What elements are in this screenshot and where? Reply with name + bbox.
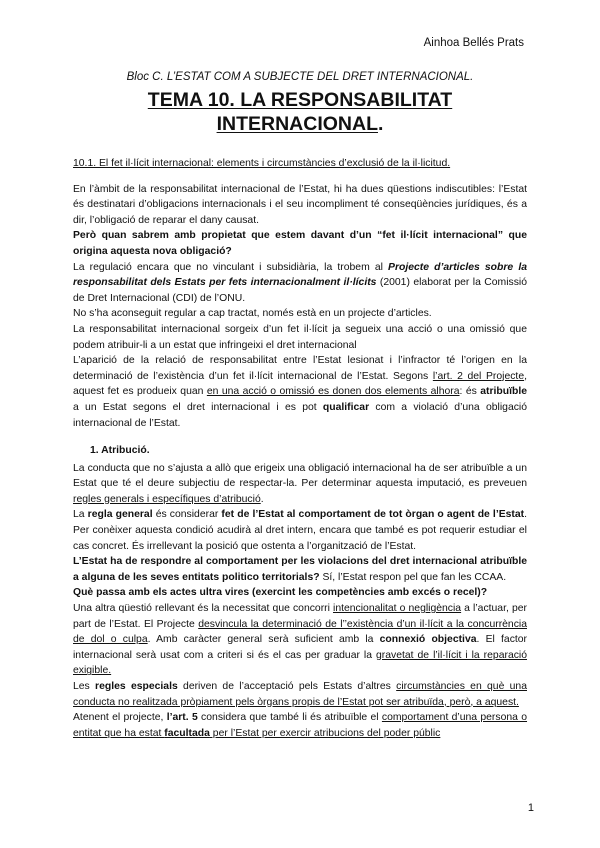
page-number: 1 bbox=[527, 802, 534, 814]
paragraph bbox=[73, 679, 527, 710]
paragraph bbox=[73, 554, 527, 585]
text-run: Atenent el projecte, bbox=[73, 712, 167, 724]
text-run: Una altra qüestió rellevant és la necessitat que concorri bbox=[73, 603, 334, 615]
text-run: atribuïble bbox=[480, 386, 527, 398]
text-run: regla general bbox=[87, 509, 153, 521]
text-run: com a violació d’una obligació internacional de l’Estat. bbox=[73, 401, 528, 429]
paragraph bbox=[73, 601, 527, 679]
project-title: Projecte d’articles sobre la responsabilitat dels Estats per fets internacionalment il·lícits bbox=[73, 261, 527, 289]
text-run: La bbox=[73, 509, 88, 521]
paragraph bbox=[73, 353, 527, 431]
text-run: considera que també li és atribuïble el bbox=[197, 712, 382, 724]
title-dot: . bbox=[378, 113, 384, 135]
document-body bbox=[73, 156, 527, 741]
text-run: és considerar bbox=[152, 509, 222, 521]
title-line-2: INTERNACIONAL bbox=[216, 113, 378, 135]
text-run: La conducta que no s’ajusta a allò que erigeix una obligació internacional ha de ser atribuïble a un Estat que té el deure subjectiu de respectar-la. Per determinar aquesta imputació, es preveuen bbox=[73, 462, 527, 490]
text-run: . El factor internacional serà usat com a criteri si és el cas per graduar la bbox=[73, 634, 528, 661]
header-author: Ainhoa Bellés Prats bbox=[423, 37, 524, 49]
text-run: l’art. 2 del Projecte bbox=[432, 370, 525, 382]
text-run: regles generals i específiques d’atribució bbox=[73, 493, 261, 505]
text-run: fet de l’Estat al comportament de tot òrgan o agent de l’Estat bbox=[221, 509, 525, 521]
text-run: L’aparició de la relació de responsabilitat entre l’Estat lesionat i l’infractor té l’origen en la determinació de l’existència d’un fet il·lícit internacional de l’Estat. Segons bbox=[73, 355, 527, 382]
paragraph-question: Però quan sabrem amb propietat que estem davant d’un “fet il·lícit internacional” que origina aquesta nova obligació? bbox=[73, 230, 527, 257]
text-run: qualificar bbox=[322, 401, 370, 413]
text-run: deriven de l’acceptació pels Estats d’altres bbox=[177, 681, 397, 692]
text-run: Les bbox=[73, 681, 96, 692]
text-run: facultada bbox=[164, 727, 210, 739]
text-run: l’art. 5 bbox=[166, 712, 198, 724]
text-run: La regulació encara que no vinculant i subsidiària, la trobem al bbox=[73, 261, 389, 273]
text-run: circumstàncies en què una conducta no realitzada pròpiament pels òrgans propis de l’Estat pot ser atribuïda, però, a aquest. bbox=[73, 681, 527, 708]
section-heading: 10.1. El fet il·lícit internacional: elements i circumstàncies d’exclusió de la il·licitud. bbox=[73, 158, 451, 169]
paragraph bbox=[73, 461, 527, 508]
paragraph-question: Què passa amb els actes ultra vires (exercint les competències amb excés o recel)? bbox=[73, 587, 488, 599]
subsection-heading: 1. Atribució. bbox=[90, 445, 150, 457]
title-line-1: TEMA 10. LA RESPONSABILITAT bbox=[147, 89, 453, 111]
text-run: . Amb caràcter general serà suficient amb la bbox=[147, 634, 380, 646]
bloc-title: Bloc C. L’ESTAT COM A SUBJECTE DEL DRET INTERNACIONAL. bbox=[126, 71, 474, 83]
paragraph bbox=[73, 260, 527, 307]
text-run: comportament d’una persona o entitat que ha estat bbox=[73, 712, 528, 739]
text-run: a un Estat segons el dret internacional i es pot bbox=[73, 401, 323, 413]
paragraph bbox=[73, 507, 527, 554]
text-run: . Per conèixer aquesta condició acudirà al dret intern, encara que també es pot requerir estudiar el cas concret. És irrellevant la posició que ostenta a l’organització de l’Estat. bbox=[73, 509, 528, 552]
text-run: . bbox=[260, 493, 264, 505]
text-run: a l’actuar, per part de l’Estat. El Projecte bbox=[73, 603, 527, 630]
text-run: gravetat de l’il·lícit i la reparació exigible. bbox=[73, 649, 528, 677]
text-run: regles especials bbox=[95, 681, 178, 692]
text-run: L’Estat ha de respondre al comportament per les violacions del dret internacional atribuïble a alguna de les seves entitats politico territorials? bbox=[73, 556, 527, 583]
paragraph: La responsabilitat internacional sorgeix d’un fet il·lícit ja segueix una acció o una omissió que podem atribuir-li a un estat que infringeixi el dret internacional bbox=[73, 323, 527, 351]
text-run: desvincula la determinació de l’’existència d’un il·lícit a la concurrència de dol o culpa bbox=[73, 618, 527, 646]
page-title bbox=[0, 88, 600, 136]
text-run: connexió objectiva bbox=[379, 634, 477, 646]
text-run: en una acció o omissió es donen dos elements alhora bbox=[206, 386, 460, 398]
text-run: : és bbox=[459, 386, 481, 398]
paragraph: No s’ha aconseguit regular a cap tractat, només està en un projecte d’articles. bbox=[73, 308, 432, 320]
text-run: per l’Estat per exercir atribucions del poder públic bbox=[209, 727, 441, 739]
text-run: intencionalitat o negligència bbox=[333, 603, 462, 615]
paragraph: En l’àmbit de la responsabilitat internacional de l’Estat, hi ha dues qüestions indiscutibles: l’Estat és destinatari d’obligacions internacionals i el seu incompliment té conseqüències jurídiques, és a dir, l’obligació de reparar el dany causat. bbox=[73, 183, 527, 226]
text-run: Sí, l’Estat respon pel que fan les CCAA. bbox=[319, 571, 507, 583]
text-run: , aquest fet es produeix quan bbox=[73, 370, 527, 398]
text-run: (2001) elaborat per la Comissió de Dret Internacional (CDI) de l’ONU. bbox=[73, 277, 527, 304]
paragraph bbox=[73, 710, 527, 741]
